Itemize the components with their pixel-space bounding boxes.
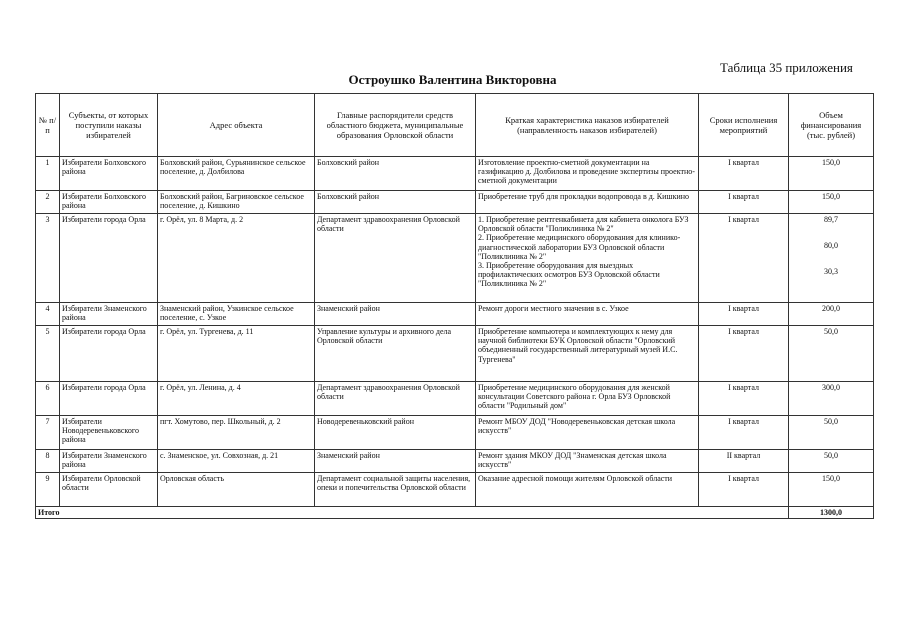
amount-value: 150,0 bbox=[822, 192, 840, 201]
row-term: I квартал bbox=[699, 191, 789, 214]
row-number: 5 bbox=[36, 326, 60, 382]
row-description bbox=[476, 416, 699, 450]
row-manager: Департамент здравоохранения Орловской области bbox=[315, 214, 476, 303]
amount-value: 150,0 bbox=[822, 474, 840, 483]
row-subject: Избиратели Орловской области bbox=[60, 473, 158, 507]
row-description bbox=[476, 326, 699, 382]
table-row bbox=[36, 416, 874, 450]
row-address: Орловская область bbox=[158, 473, 315, 507]
row-manager: Департамент здравоохранения Орловской области bbox=[315, 382, 476, 416]
row-address: с. Знаменское, ул. Совхозная, д. 21 bbox=[158, 450, 315, 473]
row-description bbox=[476, 450, 699, 473]
table-row bbox=[36, 214, 874, 303]
total-row bbox=[36, 507, 874, 519]
row-address: Болховский район, Багриновское сельское поселение, д. Кишкино bbox=[158, 191, 315, 214]
deputy-name: Остроушко Валентина Викторовна bbox=[348, 72, 557, 87]
row-number: 7 bbox=[36, 416, 60, 450]
col-header-address: Адрес объекта bbox=[158, 94, 315, 157]
row-description bbox=[476, 473, 699, 507]
row-address: г. Орёл, ул. 8 Марта, д. 2 bbox=[158, 214, 315, 303]
amount-value: 300,0 bbox=[822, 383, 840, 392]
row-subject: Избиратели города Орла bbox=[60, 326, 158, 382]
row-term: I квартал bbox=[699, 382, 789, 416]
table-row bbox=[36, 450, 874, 473]
row-address: Болховский район, Сурьянинское сельское поселение, д. Долбилова bbox=[158, 157, 315, 191]
description-item: Приобретение труб для прокладки водопровода в д. Кишкино bbox=[478, 192, 690, 201]
total-label: Итого bbox=[36, 507, 789, 519]
row-term: I квартал bbox=[699, 157, 789, 191]
row-description bbox=[476, 157, 699, 191]
description-item: Ремонт здания МКОУ ДОД "Знаменская детская школа искусств" bbox=[478, 451, 667, 470]
row-amount bbox=[789, 157, 874, 191]
row-subject: Избиратели города Орла bbox=[60, 214, 158, 303]
row-number: 1 bbox=[36, 157, 60, 191]
row-amount bbox=[789, 303, 874, 326]
col-header-description: Краткая характеристика наказов избирателей (направленность наказов избирателей) bbox=[476, 94, 699, 157]
table-row bbox=[36, 303, 874, 326]
row-manager: Болховский район bbox=[315, 157, 476, 191]
row-description bbox=[476, 214, 699, 303]
row-number: 9 bbox=[36, 473, 60, 507]
description-item: 1. Приобретение рентгенкабинета для кабинета онколога БУЗ Орловской области "Поликлиника № 2" bbox=[478, 215, 689, 234]
table-row bbox=[36, 157, 874, 191]
amount-value: 30,3 bbox=[824, 267, 838, 277]
description-item: 2. Приобретение медицинского оборудования для клинико-диагностической лаборатории БУЗ Орловской области "Поликлиника № 2" bbox=[478, 233, 681, 261]
row-amount bbox=[789, 214, 874, 303]
row-subject: Избиратели города Орла bbox=[60, 382, 158, 416]
row-amount bbox=[789, 191, 874, 214]
row-term: I квартал bbox=[699, 473, 789, 507]
row-manager: Знаменский район bbox=[315, 450, 476, 473]
row-subject: Избиратели Знаменского района bbox=[60, 450, 158, 473]
row-number: 3 bbox=[36, 214, 60, 303]
row-address: г. Орёл, ул. Ленина, д. 4 bbox=[158, 382, 315, 416]
row-amount bbox=[789, 416, 874, 450]
row-number: 6 bbox=[36, 382, 60, 416]
row-amount bbox=[789, 326, 874, 382]
row-term: I квартал bbox=[699, 326, 789, 382]
amount-value: 200,0 bbox=[822, 304, 840, 313]
amount-value: 50,0 bbox=[824, 327, 838, 336]
col-header-amount: Объем финансирования (тыс. рублей) bbox=[789, 94, 874, 157]
amount-value: 89,7 bbox=[824, 215, 838, 224]
amount-value: 50,0 bbox=[824, 417, 838, 426]
description-item: Приобретение компьютера и комплектующих к нему для научной библиотеки БУК Орловской области "Орловский объединенный государственный литературный музей И.С. Тургенева" bbox=[478, 327, 678, 364]
row-subject: Избиратели Болховского района bbox=[60, 157, 158, 191]
row-number: 8 bbox=[36, 450, 60, 473]
row-number: 2 bbox=[36, 191, 60, 214]
row-manager: Новодеревеньковский район bbox=[315, 416, 476, 450]
amount-value: 80,0 bbox=[824, 241, 838, 251]
description-item: Ремонт МБОУ ДОД "Новодеревеньковская детская школа искусств" bbox=[478, 417, 676, 436]
row-amount bbox=[789, 473, 874, 507]
row-manager: Управление культуры и архивного дела Орловской области bbox=[315, 326, 476, 382]
row-description bbox=[476, 303, 699, 326]
table-header-row bbox=[36, 94, 874, 157]
row-description bbox=[476, 382, 699, 416]
row-number: 4 bbox=[36, 303, 60, 326]
row-subject: Избиратели Новодеревеньковского района bbox=[60, 416, 158, 450]
row-subject: Избиратели Знаменского района bbox=[60, 303, 158, 326]
orders-table bbox=[35, 93, 874, 519]
table-row bbox=[36, 326, 874, 382]
row-amount bbox=[789, 450, 874, 473]
table-row bbox=[36, 382, 874, 416]
row-address: пгт. Хомутово, пер. Школьный, д. 2 bbox=[158, 416, 315, 450]
description-item: Ремонт дороги местного значения в с. Узкое bbox=[478, 304, 629, 313]
row-address: Знаменский район, Узкинское сельское поселение, с. Узкое bbox=[158, 303, 315, 326]
row-address: г. Орёл, ул. Тургенева, д. 11 bbox=[158, 326, 315, 382]
amount-value: 150,0 bbox=[822, 158, 840, 167]
description-item: Приобретение медицинского оборудования для женской консультации Советского района г. Орла БУЗ Орловской области "Родильный дом" bbox=[478, 383, 671, 411]
description-item: 3. Приобретение оборудования для выездных профилактических осмотров БУЗ Орловской области "Поликлиника № 2" bbox=[478, 261, 660, 289]
col-header-num: № п/п bbox=[36, 94, 60, 157]
row-manager: Департамент социальной защиты населения, опеки и попечительства Орловской области bbox=[315, 473, 476, 507]
total-amount: 1300,0 bbox=[789, 507, 874, 519]
row-description bbox=[476, 191, 699, 214]
row-manager: Знаменский район bbox=[315, 303, 476, 326]
row-term: I квартал bbox=[699, 214, 789, 303]
amount-value: 50,0 bbox=[824, 451, 838, 460]
row-term: I квартал bbox=[699, 303, 789, 326]
table-body bbox=[36, 157, 874, 519]
col-header-managers: Главные распорядители средств областного бюджета, муниципальные образования Орловской области bbox=[315, 94, 476, 157]
row-term: II квартал bbox=[699, 450, 789, 473]
description-item: Изготовление проектно-сметной документации на газификацию д. Долбилова и проведение экспертизы проектно-сметной документации bbox=[478, 158, 695, 186]
col-header-term: Сроки исполнения мероприятий bbox=[699, 94, 789, 157]
row-subject: Избиратели Болховского района bbox=[60, 191, 158, 214]
table-row bbox=[36, 473, 874, 507]
row-term: I квартал bbox=[699, 416, 789, 450]
description-item: Оказание адресной помощи жителям Орловской области bbox=[478, 474, 673, 483]
row-manager: Болховский район bbox=[315, 191, 476, 214]
row-amount bbox=[789, 382, 874, 416]
table-row bbox=[36, 191, 874, 214]
col-header-subjects: Субъекты, от которых поступили наказы избирателей bbox=[60, 94, 158, 157]
appendix-label: Таблица 35 приложения bbox=[720, 60, 853, 75]
